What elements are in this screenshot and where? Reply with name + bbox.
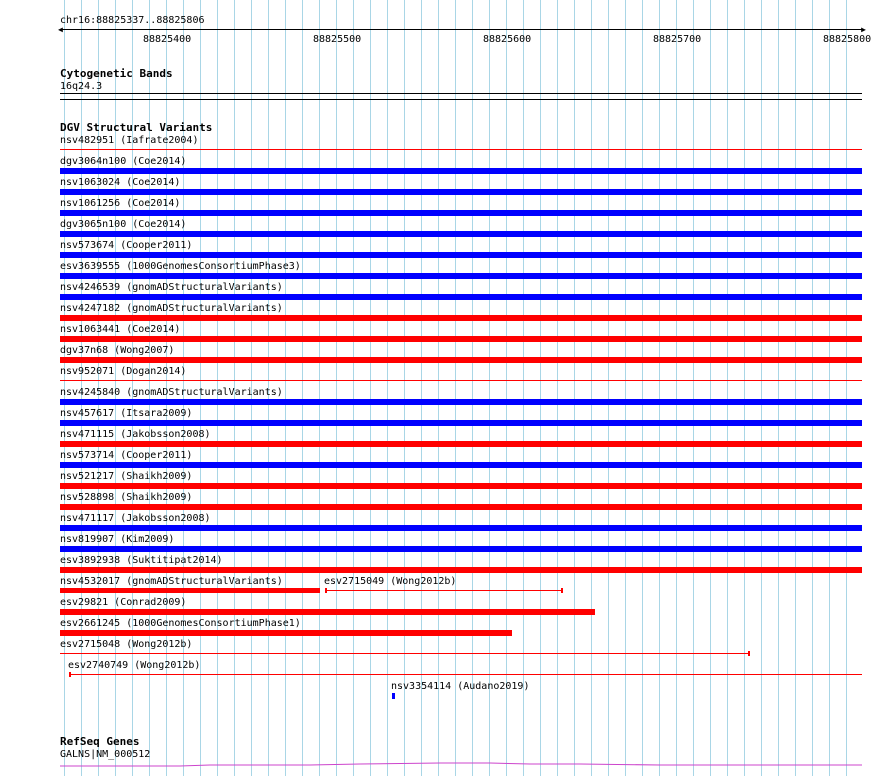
dgv-feature-label[interactable]: nsv3354114 (Audano2019): [391, 681, 530, 692]
dgv-feature-bar[interactable]: [60, 588, 320, 593]
dgv-feature-bar[interactable]: [60, 441, 862, 447]
dgv-feature-bar[interactable]: [392, 693, 395, 699]
dgv-feature-bar[interactable]: [60, 546, 862, 552]
dgv-feature-bar[interactable]: [60, 294, 862, 300]
dgv-feature-bar[interactable]: [60, 168, 862, 174]
dgv-feature-bar[interactable]: [60, 231, 862, 237]
dgv-feature-label[interactable]: nsv1061256 (Coe2014): [60, 198, 181, 209]
cytoband-bar-top: [60, 93, 862, 94]
dgv-feature-bar[interactable]: [60, 252, 862, 258]
dgv-feature-bar[interactable]: [60, 357, 862, 363]
dgv-feature-label[interactable]: esv2715048 (Wong2012b): [60, 639, 193, 650]
dgv-feature-label[interactable]: nsv457617 (Itsara2009): [60, 408, 193, 419]
dgv-feature-label[interactable]: nsv1063441 (Coe2014): [60, 324, 181, 335]
cytoband-label: 16q24.3: [60, 81, 103, 92]
dgv-feature-bar[interactable]: [60, 399, 862, 405]
dgv-feature-bar[interactable]: [60, 567, 862, 573]
dgv-feature-label[interactable]: nsv573714 (Cooper2011): [60, 450, 193, 461]
cytoband-bar-bottom: [60, 99, 862, 100]
dgv-feature-bar[interactable]: [60, 273, 862, 279]
ruler-label: 88825800: [823, 34, 872, 45]
dgv-feature-label[interactable]: dgv3064n100 (Coe2014): [60, 156, 187, 167]
dgv-track-title[interactable]: DGV Structural Variants: [60, 121, 213, 134]
dgv-feature-label[interactable]: nsv4247182 (gnomADStructuralVariants): [60, 303, 283, 314]
dgv-feature-label[interactable]: nsv1063024 (Coe2014): [60, 177, 181, 188]
dgv-feature-label[interactable]: nsv819907 (Kim2009): [60, 534, 175, 545]
dgv-feature-label[interactable]: dgv37n68 (Wong2007): [60, 345, 175, 356]
dgv-feature-label[interactable]: nsv4246539 (gnomADStructuralVariants): [60, 282, 283, 293]
dgv-feature-label[interactable]: esv3892938 (Suktitipat2014): [60, 555, 223, 566]
dgv-feature-bar[interactable]: [60, 630, 512, 636]
ruler-arrow-right-icon: ▶: [861, 25, 866, 34]
dgv-feature-label[interactable]: nsv952071 (Dogan2014): [60, 366, 187, 377]
dgv-feature-bar[interactable]: [60, 504, 862, 510]
dgv-feature-label[interactable]: esv2661245 (1000GenomesConsortiumPhase1): [60, 618, 301, 629]
ruler[interactable]: [58, 25, 872, 45]
dgv-feature-bar[interactable]: [60, 315, 862, 321]
refseq-gene-line[interactable]: [60, 758, 862, 770]
ruler-label: 88825500: [313, 34, 362, 45]
dgv-feature-label[interactable]: nsv573674 (Cooper2011): [60, 240, 193, 251]
ruler-label: 88825400: [143, 34, 192, 45]
dgv-feature-bar[interactable]: [60, 336, 862, 342]
refseq-gene-label[interactable]: GALNS|NM_000512: [60, 749, 151, 760]
dgv-feature-label[interactable]: esv29821 (Conrad2009): [60, 597, 187, 608]
dgv-feature-label[interactable]: nsv528898 (Shaikh2009): [60, 492, 193, 503]
dgv-feature-bar[interactable]: [60, 483, 862, 489]
dgv-feature-label[interactable]: nsv4532017 (gnomADStructuralVariants): [60, 576, 283, 587]
dgv-feature-bar[interactable]: [60, 189, 862, 195]
dgv-feature-label[interactable]: dgv3065n100 (Coe2014): [60, 219, 187, 230]
dgv-feature-label[interactable]: nsv471117 (Jakobsson2008): [60, 513, 211, 524]
dgv-feature-label[interactable]: nsv471115 (Jakobsson2008): [60, 429, 211, 440]
dgv-feature-label[interactable]: esv2740749 (Wong2012b): [68, 660, 201, 671]
ruler-label: 88825600: [483, 34, 532, 45]
dgv-feature-label[interactable]: esv3639555 (1000GenomesConsortiumPhase3): [60, 261, 301, 272]
dgv-feature-bar[interactable]: [69, 674, 862, 675]
dgv-feature-label[interactable]: nsv521217 (Shaikh2009): [60, 471, 193, 482]
dgv-feature-bar[interactable]: [60, 525, 862, 531]
ruler-label: 88825700: [653, 34, 702, 45]
ruler-arrow-left-icon: ◀: [58, 25, 63, 34]
dgv-feature-bar[interactable]: [60, 609, 595, 615]
dgv-feature-bar[interactable]: [60, 420, 862, 426]
dgv-feature-bar[interactable]: [325, 590, 563, 591]
dgv-feature-bar[interactable]: [60, 462, 862, 468]
dgv-feature-bar[interactable]: [60, 653, 750, 654]
dgv-feature-bar[interactable]: [60, 210, 862, 216]
dgv-feature-label[interactable]: nsv482951 (Iafrate2004): [60, 135, 199, 146]
position-label: chr16:88825337..88825806: [60, 15, 205, 26]
dgv-feature-bar[interactable]: [60, 149, 862, 150]
cytoband-track-title[interactable]: Cytogenetic Bands: [60, 67, 173, 80]
dgv-feature-bar[interactable]: [60, 380, 862, 381]
dgv-feature-label[interactable]: esv2715049 (Wong2012b): [324, 576, 457, 587]
refseq-track-title[interactable]: RefSeq Genes: [60, 735, 140, 748]
dgv-feature-label[interactable]: nsv4245840 (gnomADStructuralVariants): [60, 387, 283, 398]
